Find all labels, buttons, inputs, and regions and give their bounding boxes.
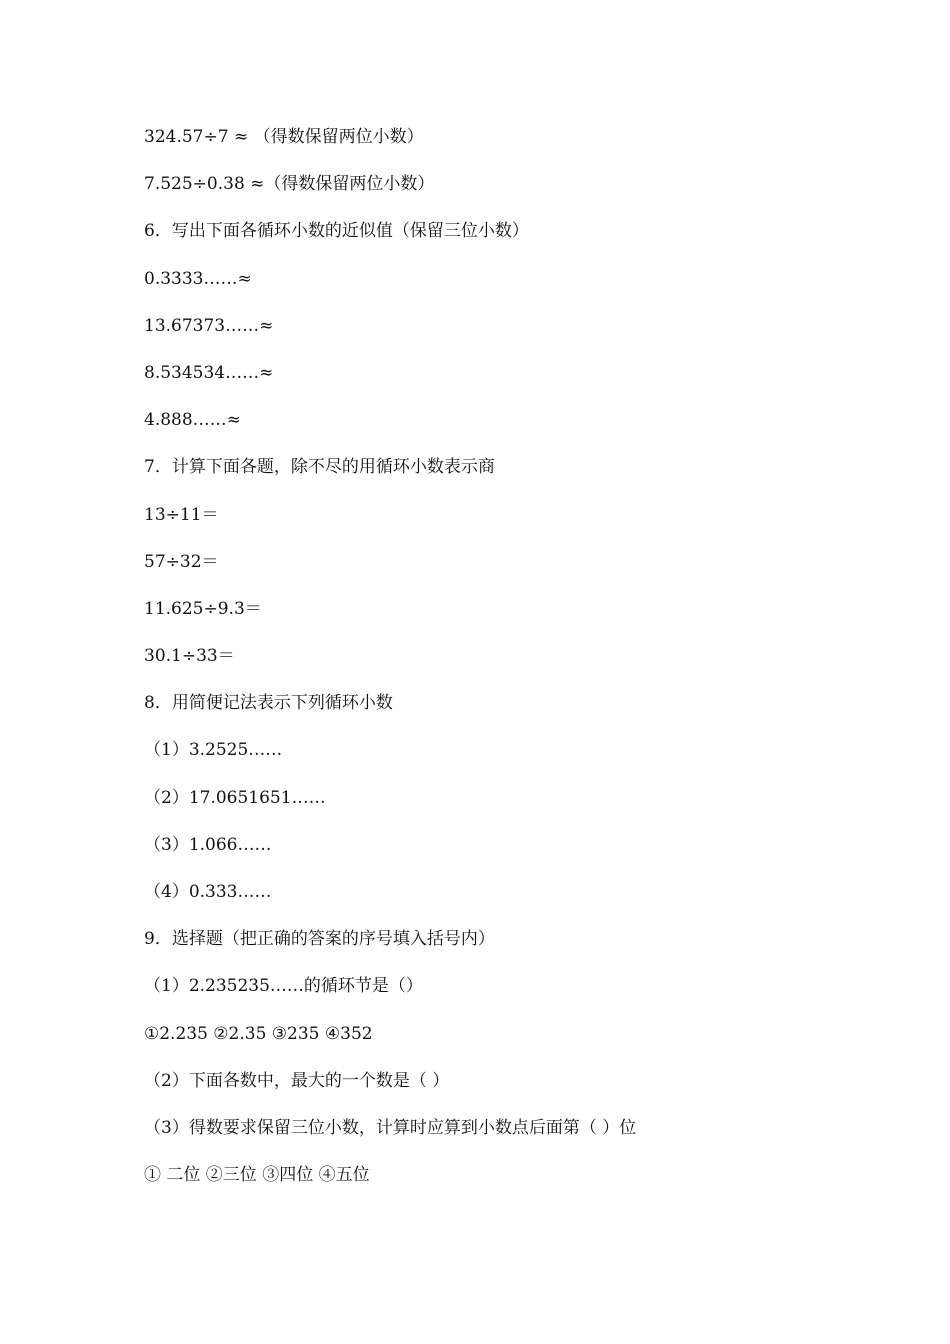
question-6-item-1: 0.3333……≈	[144, 268, 252, 289]
question-7-item-1: 13÷11＝	[144, 504, 219, 525]
question-8-item-1: （1）3.2525……	[144, 740, 283, 761]
question-9-heading: 9．选择题（把正确的答案的序号填入括号内）	[144, 929, 495, 950]
question-7-heading: 7．计算下面各题，除不尽的用循环小数表示商	[144, 457, 495, 478]
question-6-heading: 6．写出下面各循环小数的近似值（保留三位小数）	[144, 221, 529, 242]
document-body	[144, 120, 844, 1205]
question-9-part-3: （3）得数要求保留三位小数，计算时应算到小数点后面第（ ）位	[144, 1117, 637, 1138]
question-8-heading: 8．用简便记法表示下列循环小数	[144, 693, 393, 714]
question-9-part-1: （1）2.235235……的循环节是（）	[144, 976, 423, 997]
question-9-part-3-options: ① 二位 ②三位 ③四位 ④五位	[144, 1165, 370, 1186]
question-8-item-4: （4）0.333……	[144, 882, 272, 902]
division-approx-1: 324.57÷7 ≈ （得数保留两位小数）	[144, 127, 424, 147]
question-8-item-3: （3）1.066……	[144, 834, 272, 855]
question-8-item-2: （2）17.0651651……	[144, 787, 326, 808]
division-approx-2: 7.525÷0.38 ≈（得数保留两位小数）	[144, 174, 435, 195]
question-6-item-2: 13.67373……≈	[144, 315, 274, 336]
question-6-item-3: 8.534534……≈	[144, 362, 274, 383]
question-7-item-3: 11.625÷9.3＝	[144, 598, 262, 619]
question-9-part-1-options: ①2.235 ②2.35 ③235 ④352	[144, 1023, 373, 1044]
question-7-item-2: 57÷32＝	[144, 551, 219, 572]
question-7-item-4: 30.1÷33＝	[144, 646, 235, 667]
question-6-item-4: 4.888……≈	[144, 410, 241, 431]
question-9-part-2: （2）下面各数中，最大的一个数是（ ）	[144, 1070, 450, 1091]
